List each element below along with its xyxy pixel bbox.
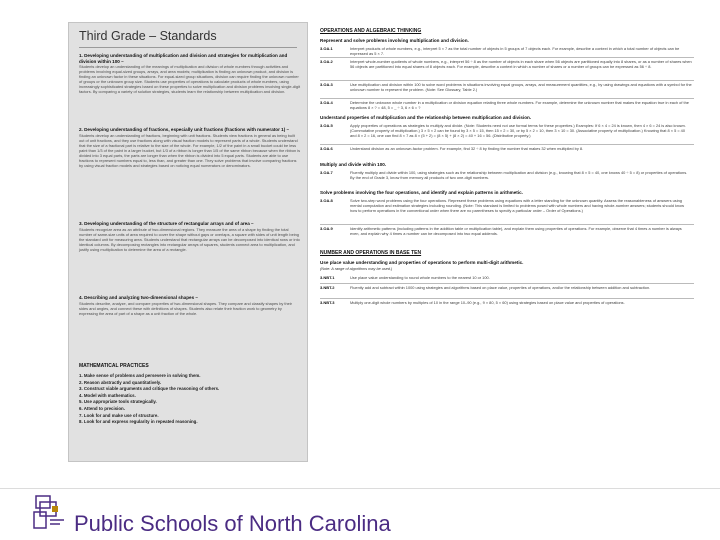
row-divider [320,98,694,99]
critical-area-body: Students describe, analyze, and compare properties of two-dimensional shapes. They compare and classify shapes by their sides and angles, and connect these with definitions of shapes. Students also relate their fraction work to geometry by expressing the area of part of a shape as a unit fraction of the whole. [79,300,292,316]
standard-row [320,101,692,111]
standard-row [320,301,692,306]
practice-item: 1. Make sense of problems and persevere in solving them. [79,373,201,378]
cluster-heading: Represent and solve problems involving multiplication and division. [320,38,469,43]
critical-area-2 [79,127,301,168]
standard-row [320,147,692,152]
critical-area-body: Students develop an understanding of the meanings of multiplication and division of whole numbers through activities and problems involving equal-sized groups, arrays, and area models; multiplication is finding an unknown product, and division is finding an unknown factor in these situations. For equal-sized group situations, division can require finding the unknown number of groups or the unknown group size. Students use properties of operations to calculate products of whole numbers, using increasingly sophisticated strategies based on these properties to solve multiplication and division problems involving single-digit factors. By comparing a variety of solution strategies, students learn the relationship between multiplication and division. [79,64,301,95]
standard-code: 3.OA.1 [320,46,333,51]
standard-text: Apply properties of operations as strategies to multiply and divide. (Note: Students need not use formal terms for these properties.) Examples: If 6 × 4 = 24 is known, then 4 × 6 = 24 is also known. (Commutative property of multiplication.) 3 × 5 × 2 can be found by 3 × 5 = 15, then 15 × 2 = 30, or by 5 × 2 = 10, then 3 × 10 = 30. (Associative property of multiplication.) Knowing that 8 × 5 = 40 and 8 × 2 = 16, one can find 8 × 7 as 8 × (5 + 2) = (8 × 5) + (8 × 2) = 40 + 16 = 56. (Distributive property.) [350,123,686,138]
critical-area-heading: 3. Developing understanding of the structure of rectangular arrays and of area – [79,221,254,226]
standard-row [320,199,692,213]
row-divider [320,283,694,284]
standard-code: 3.OA.9 [320,226,333,231]
standard-code: 3.NBT.2 [320,285,335,290]
standard-row [320,60,692,70]
standard-row [320,227,692,237]
cluster-note: (Note: A range of algorithms may be used.) [320,267,393,271]
cluster-heading: Solve problems involving the four operations, and identify and explain patterns in arithmetic. [320,190,523,195]
row-divider [320,144,694,145]
practice-item: 2. Reason abstractly and quantitatively. [79,379,162,385]
page-title: Third Grade – Standards [79,29,217,43]
standard-text: Understand division as an unknown-factor problem. For example, find 32 ÷ 8 by finding the number that makes 32 when multiplied by 8. [350,146,584,151]
title-divider [79,47,297,48]
standard-text: Interpret whole-number quotients of whole numbers, e.g., interpret 56 ÷ 8 as the number of objects in each share when 56 objects are partitioned equally into 8 shares, or as a number of shares when 56 objects are partitioned into equal shares of 8 objects each. For example, describe a context in which a number of shares or a number of groups can be expressed as 56 ÷ 8. [350,59,692,69]
standard-code: 3.NBT.3 [320,300,335,305]
practices-heading: MATHEMATICAL PRACTICES [79,363,149,369]
standard-row [320,47,692,57]
standard-text: Fluently multiply and divide within 100, using strategies such as the relationship between multiplication and division (e.g., knowing that 8 × 5 = 40, one knows 40 ÷ 5 = 8) or properties of operations. By the end of Grade 3, know from memory all products of two one-digit numbers. [350,170,688,180]
critical-area-4 [79,295,301,316]
critical-area-heading: 2. Developing understanding of fractions, especially unit fractions (fractions with numerator 1) – [79,127,290,132]
practices-list [79,373,301,426]
standard-code: 3.OA.3 [320,82,333,87]
standard-row [320,83,692,93]
cluster-heading: Understand properties of multiplication and the relationship between multiplication and division. [320,115,532,120]
standard-code: 3.NBT.1 [320,275,335,280]
domain-heading: NUMBER AND OPERATIONS IN BASE TEN [320,250,422,256]
standard-code: 3.OA.7 [320,170,333,175]
practice-item: 6. Attend to precision. [79,405,125,411]
practice-item: 4. Model with mathematics. [79,392,136,398]
standard-row [320,124,692,138]
critical-area-body: Students recognize area as an attribute of two-dimensional regions. They measure the area of a shape by finding the total number of same-size units of area required to cover the shape without gaps or overlaps, a square with sides of unit length being the standard unit for measuring area. Students understand that rectangular arrays can be decomposed into identical rows or into identical columns. By decomposing rectangles into rectangular arrays of squares, students connect area to multiplication, and justify using multiplication to determine the area of a rectangle. [79,226,300,252]
organization-name: Public Schools of North Carolina [74,511,391,536]
standard-code: 3.OA.5 [320,123,333,128]
practice-item: 3. Construct viable arguments and critique the reasoning of others. [79,386,220,392]
standard-text: Fluently add and subtract within 1000 using strategies and algorithms based on place value, properties of operations, and/or the relationship between addition and subtraction. [350,285,651,290]
row-divider [320,298,694,299]
left-standards-page [68,22,308,462]
standard-row [320,286,692,291]
standard-row [320,276,692,281]
practice-item: 5. Use appropriate tools strategically. [79,399,157,405]
critical-area-3 [79,221,301,252]
critical-area-body: Students develop an understanding of fractions, beginning with unit fractions. Students view fractions in general as being built out of unit fractions, and they use fractions along with visual fraction models to represent parts of a whole. Students understand that the size of a fractional part is relative to the size of the whole. For example, 1/2 of the paint in a small bucket could be less paint than 1/3 of the paint in a larger bucket, but 1/3 of a ribbon is longer than 1/5 of the same ribbon because when the ribbon is divided into 3 equal parts, the parts are longer than when the ribbon is divided into 5 equal parts. Students are able to use fractions to represent numbers equal to, less than, and greater than one. They solve problems that involve comparing fractions by using visual fraction models and strategies based on noticing equal numerators or denominators. [79,132,301,168]
row-divider [320,224,694,225]
row-divider [320,57,694,58]
practice-item: 7. Look for and make use of structure. [79,412,159,418]
right-standards-page [318,22,698,462]
standard-text: Use multiplication and division within 100 to solve word problems in situations involving equal groups, arrays, and measurement quantities, e.g., by using drawings and equations with a symbol for the unknown number to represent the problem. (Note: See Glossary, Table 2.) [350,82,692,92]
cluster-heading: Multiply and divide within 100. [320,162,387,167]
domain-heading: OPERATIONS AND ALGEBRAIC THINKING [320,28,422,34]
cluster-heading: Use place value understanding and properties of operations to perform multi-digit arithmetic. [320,260,524,265]
row-divider [320,80,694,81]
footer-divider [0,488,720,489]
standard-text: Use place value understanding to round whole numbers to the nearest 10 or 100. [350,275,490,280]
logo-accent [52,506,58,512]
standard-code: 3.OA.6 [320,146,333,151]
standard-text: Solve two-step word problems using the four operations. Represent these problems using equations with a letter standing for the unknown quantity. Assess the reasonableness of answers using mental computation and estimation strategies including rounding. (Note: This standard is limited to problems posed with whole numbers and having whole-number answers; students should know how to perform operations in the conventional order when there are no parentheses to specify a particular order – Order of Operations.) [350,198,685,213]
practice-item: 8. Look for and express regularity in repeated reasoning. [79,419,198,425]
critical-area-heading: 4. Describing and analyzing two-dimensional shapes – [79,295,198,300]
standard-text: Multiply one-digit whole numbers by multiples of 10 in the range 10–90 (e.g., 9 × 80, 5 × 60) using strategies based on place value and properties of operations. [350,300,625,305]
standard-code: 3.OA.2 [320,59,333,64]
critical-area-heading: 1. Developing understanding of multiplication and division and strategies for multiplication and division within 100 – [79,53,288,64]
standard-text: Identify arithmetic patterns (including patterns in the addition table or multiplication table), and explain them using properties of operations. For example, observe that 4 times a number is always even, and explain why 4 times a number can be decomposed into two equal addends. [350,226,682,236]
standard-row [320,171,692,181]
critical-area-1 [79,53,301,94]
standard-code: 3.OA.8 [320,198,333,203]
standard-text: Interpret products of whole numbers, e.g., interpret 5 × 7 as the total number of objects in 5 groups of 7 objects each. For example, describe a context in which a total number of objects can be expressed as 5 × 7. [350,46,680,56]
nc-schools-logo-icon [30,492,68,532]
standard-code: 3.OA.4 [320,100,333,105]
standard-text: Determine the unknown whole number in a multiplication or division equation relating three whole numbers. For example, determine the unknown number that makes the equation true in each of the equations 8 × ? = 48, 5 = _ ÷ 3, 6 × 6 = ? [350,100,689,110]
